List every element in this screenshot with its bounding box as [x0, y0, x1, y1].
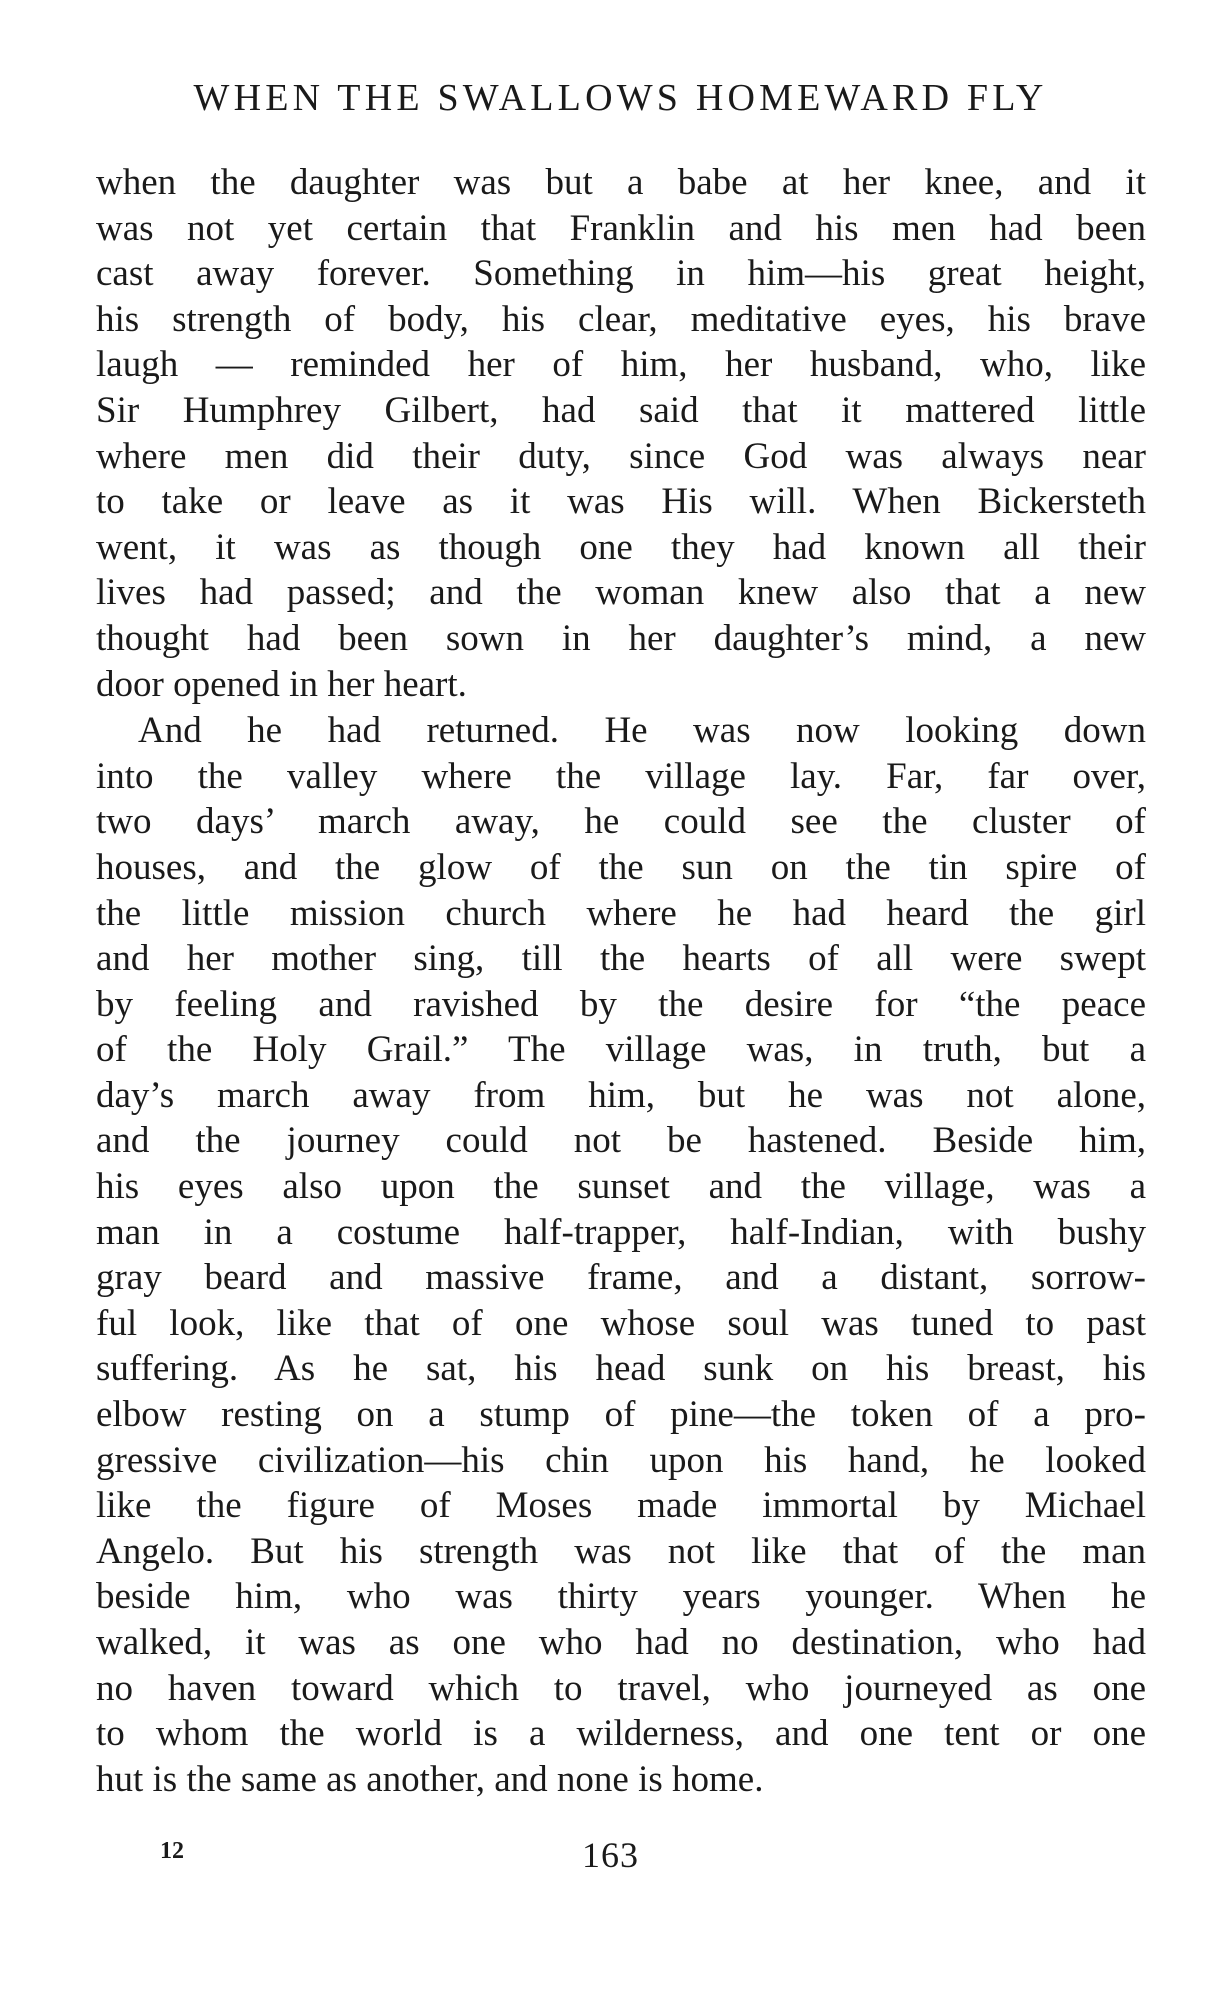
- text-line: the little mission church where he had heard the girl: [96, 892, 1146, 934]
- text-line: his strength of body, his clear, meditative eyes, his brave: [96, 298, 1146, 340]
- text-line: hut is the same as another, and none is home.: [96, 1758, 764, 1800]
- text-line: thought had been sown in her daughter’s mind, a new: [96, 617, 1146, 659]
- text-line: gray beard and massive frame, and a distant, sorrow-: [96, 1257, 1146, 1299]
- text-line: his eyes also upon the sunset and the village, was a: [96, 1166, 1146, 1208]
- text-line: into the valley where the village lay. Far, far over,: [96, 755, 1146, 797]
- running-head: WHEN THE SWALLOWS HOMEWARD FLY: [193, 77, 1048, 119]
- text-line: where men did their duty, since God was always near: [96, 435, 1146, 477]
- text-line: man in a costume half-trapper, half-Indian, with bushy: [96, 1211, 1146, 1253]
- paragraph: [96, 160, 1146, 707]
- page-number: 163: [582, 1835, 639, 1875]
- text-line: no haven toward which to travel, who journeyed as one: [96, 1667, 1146, 1709]
- text-line: Sir Humphrey Gilbert, had said that it mattered little: [96, 389, 1146, 431]
- text-line: beside him, who was thirty years younger. When he: [96, 1576, 1146, 1618]
- text-line: gressive civilization—his chin upon his hand, he looked: [96, 1439, 1146, 1481]
- text-line: cast away forever. Something in him—his great height,: [96, 253, 1146, 295]
- text-line: to whom the world is a wilderness, and one tent or one: [96, 1713, 1146, 1755]
- text-line: by feeling and ravished by the desire for “the peace: [96, 983, 1146, 1025]
- text-line: Angelo. But his strength was not like that of the man: [96, 1530, 1146, 1572]
- text-line: and her mother sing, till the hearts of all were swept: [96, 938, 1146, 980]
- text-line: laugh — reminded her of him, her husband, who, like: [96, 344, 1146, 386]
- text-line: to take or leave as it was His will. When Bickersteth: [96, 481, 1146, 523]
- text-line: houses, and the glow of the sun on the tin spire of: [96, 846, 1146, 888]
- text-line: like the figure of Moses made immortal by Michael: [96, 1485, 1146, 1527]
- text-line: lives had passed; and the woman knew also that a new: [96, 572, 1146, 614]
- body-text: [96, 160, 1146, 1802]
- text-line: suffering. As he sat, his head sunk on his breast, his: [96, 1348, 1146, 1390]
- text-line: was not yet certain that Franklin and his men had been: [96, 207, 1146, 249]
- text-line: And he had returned. He was now looking down: [138, 710, 1146, 752]
- text-line: when the daughter was but a babe at her knee, and it: [96, 162, 1146, 203]
- paragraph: [96, 708, 1146, 1802]
- text-line: door opened in her heart.: [96, 663, 467, 705]
- text-line: two days’ march away, he could see the cluster of: [96, 801, 1146, 843]
- text-line: of the Holy Grail.” The village was, in truth, but a: [96, 1029, 1146, 1071]
- text-line: elbow resting on a stump of pine—the token of a pro-: [96, 1394, 1146, 1436]
- signature-mark: 12: [160, 1838, 184, 1864]
- text-line: ful look, like that of one whose soul was tuned to past: [96, 1302, 1146, 1344]
- text-line: walked, it was as one who had no destination, who had: [96, 1622, 1146, 1663]
- text-line: and the journey could not be hastened. Beside him,: [96, 1120, 1146, 1162]
- text-line: went, it was as though one they had known all their: [96, 526, 1146, 568]
- page-footer: [0, 1834, 1228, 1884]
- text-line: day’s march away from him, but he was not alone,: [96, 1074, 1146, 1116]
